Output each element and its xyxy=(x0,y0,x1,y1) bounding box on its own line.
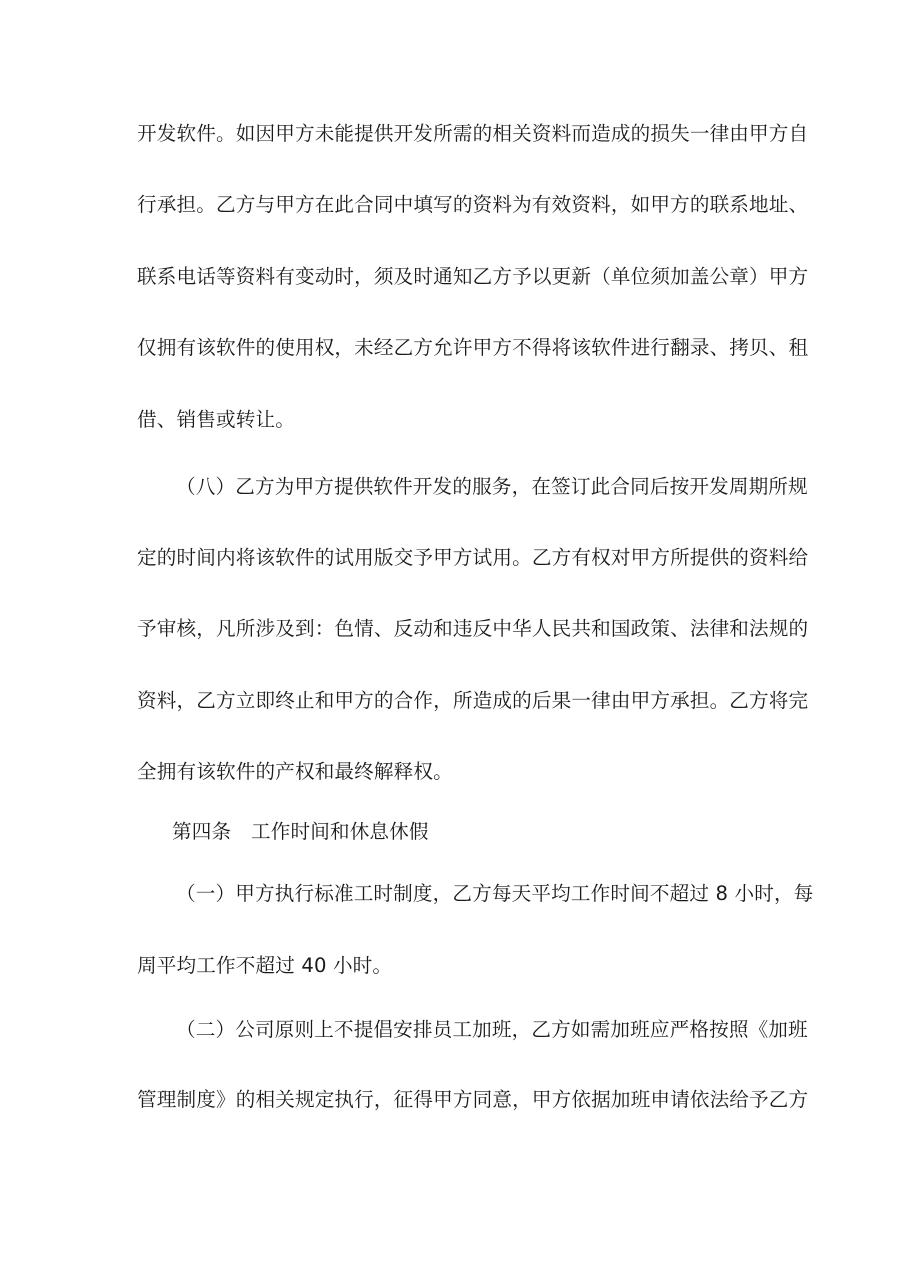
text-line: 定的时间内将该软件的试用版交予甲方试用。乙方有权对甲方所提供的资料给 xyxy=(137,546,809,569)
text-line: 开发软件。如因甲方未能提供开发所需的相关资料而造成的损失一律由甲方自 xyxy=(137,122,809,145)
paragraph-start-line: （一）甲方执行标准工时制度，乙方每天平均工作时间不超过 8 小时，每 xyxy=(176,882,814,905)
text-line: 管理制度》的相关规定执行，征得甲方同意，甲方依据加班申请依法给予乙方 xyxy=(137,1088,809,1111)
section-heading: 第四条 工作时间和休息休假 xyxy=(172,820,429,843)
text-line: 周平均工作不超过 40 小时。 xyxy=(137,954,393,977)
text-line: 全拥有该软件的产权和最终解释权。 xyxy=(137,760,453,783)
text-line: 联系电话等资料有变动时，须及时通知乙方予以更新（单位须加盖公章）甲方 xyxy=(137,265,809,288)
text-line: 借、销售或转让。 xyxy=(137,408,295,431)
text-line: 仅拥有该软件的使用权，未经乙方允许甲方不得将该软件进行翻录、拷贝、租 xyxy=(137,336,809,359)
text-line: 行承担。乙方与甲方在此合同中填写的资料为有效资料，如甲方的联系地址、 xyxy=(137,193,809,216)
paragraph-start-line: （八）乙方为甲方提供软件开发的服务，在签订此合同后按开发周期所规 xyxy=(176,475,808,498)
text-line: 予审核，凡所涉及到：色情、反动和违反中华人民共和国政策、法律和法规的 xyxy=(137,617,809,640)
paragraph-start-line: （二）公司原则上不提倡安排员工加班，乙方如需加班应严格按照《加班 xyxy=(176,1018,808,1041)
text-line: 资料，乙方立即终止和甲方的合作，所造成的后果一律由甲方承担。乙方将完 xyxy=(137,689,809,712)
